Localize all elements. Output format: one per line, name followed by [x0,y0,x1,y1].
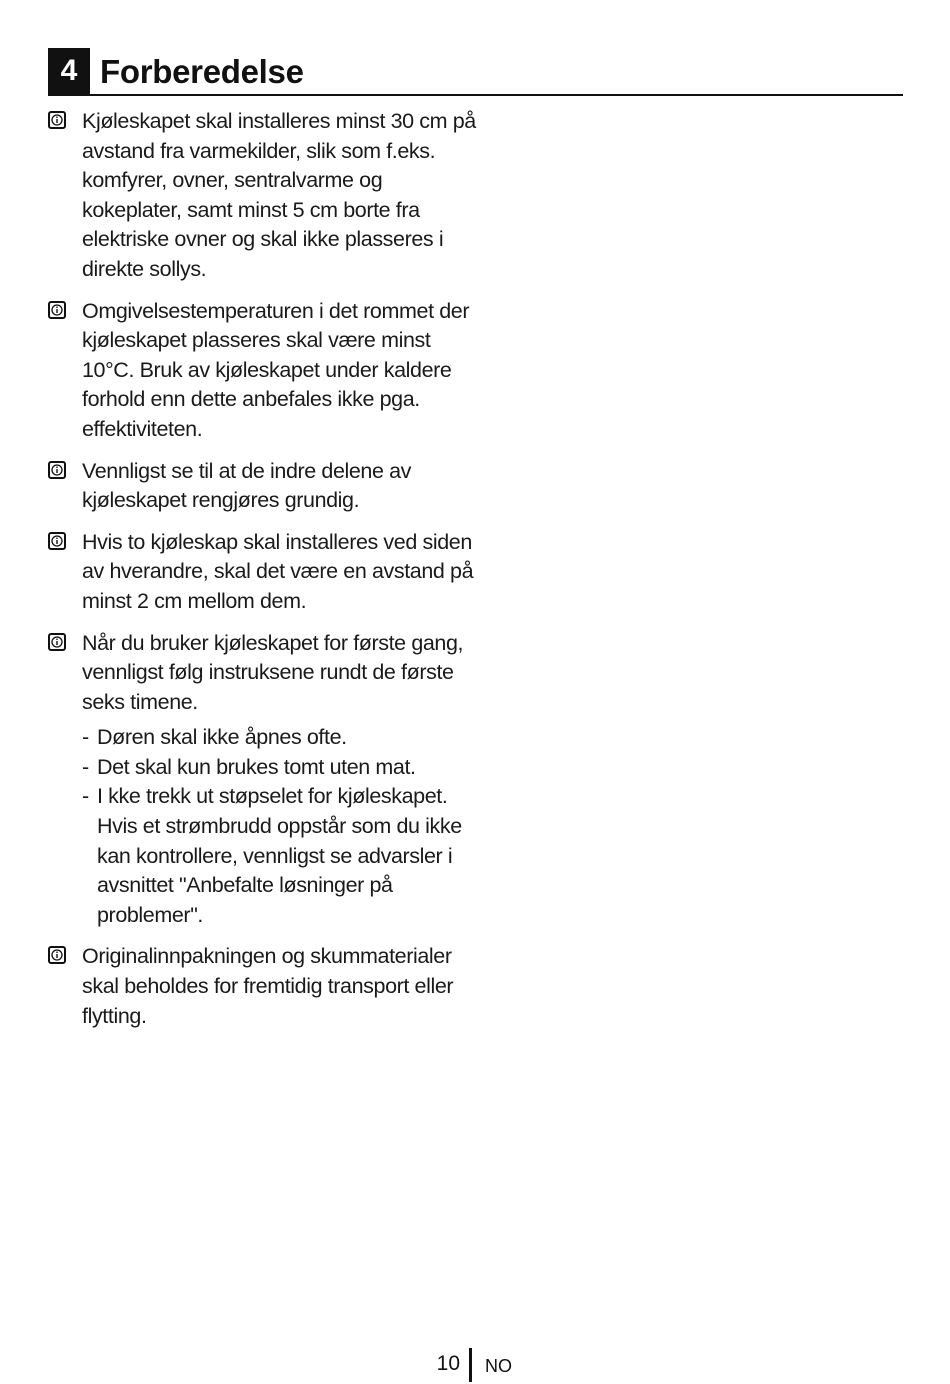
info-icon [48,946,66,964]
instruction-text: Vennligst se til at de indre delene av kjøleskapet rengjøres grundig. [82,458,412,513]
info-icon [48,461,66,479]
instruction-item [48,297,478,445]
instruction-item [48,107,478,285]
section-header [48,48,903,96]
info-icon [48,301,66,319]
first-use-sublist [82,723,478,930]
section-number: 4 [48,48,90,94]
section-title: Forberedelse [100,53,304,90]
info-icon [48,532,66,550]
sublist-item: - Det skal kun brukes tomt uten mat. [82,754,416,779]
page-footer [0,1348,950,1384]
instruction-item [48,629,478,931]
language-code: NO [485,1356,512,1376]
instruction-list [48,107,478,1043]
instruction-item [48,457,478,516]
instruction-text: Originalinnpakningen og skummaterialer skal beholdes for fremtidig transport eller flytting. [82,944,454,1028]
instruction-text: Hvis to kjøleskap skal installeres ved siden av hverandre, skal det være en avstand på minst 2 cm mellom dem. [82,529,474,613]
footer-divider [469,1348,472,1382]
sublist-item-text: Det skal kun brukes tomt uten mat. [97,754,416,779]
sublist-item-text: Døren skal ikke åpnes ofte. [97,725,347,750]
instruction-text: Når du bruker kjøleskapet for første gang, vennligst følg instruksene rundt de første seks timene. [82,630,464,714]
instruction-text: Kjøleskapet skal installeres minst 30 cm på avstand fra varmekilder, slik som f.eks. komfyrer, ovner, sentralvarme og kokeplater, samt minst 5 cm borte fra elektriske ovner og skal ikke plasseres i direkte sollys. [82,109,476,281]
sublist-item: - Døren skal ikke åpnes ofte. [82,725,347,750]
info-icon [48,111,66,129]
instruction-text: Omgivelsestemperaturen i det rommet der kjøleskapet plasseres skal være minst 10°C. Bruk av kjøleskapet under kaldere forhold enn dette anbefales ikke pga. effektiviteten. [82,298,470,441]
info-icon [48,633,66,651]
instruction-item [48,528,478,617]
instruction-item [48,942,478,1031]
sublist-item-text: I kke trekk ut støpselet for kjøleskapet. Hvis et strømbrudd oppstår som du ikke kan kontrollere, vennligst se advarsler i avsnittet "Anbefalte løsninger på problemer". [97,784,462,927]
page-number: 10 [436,1352,460,1375]
sublist-item: - I kke trekk ut støpselet for kjøleskapet. Hvis et strømbrudd oppstår som du ikke kan kontrollere, vennligst se advarsler i avsnittet "Anbefalte løsninger på problemer". [82,784,462,927]
